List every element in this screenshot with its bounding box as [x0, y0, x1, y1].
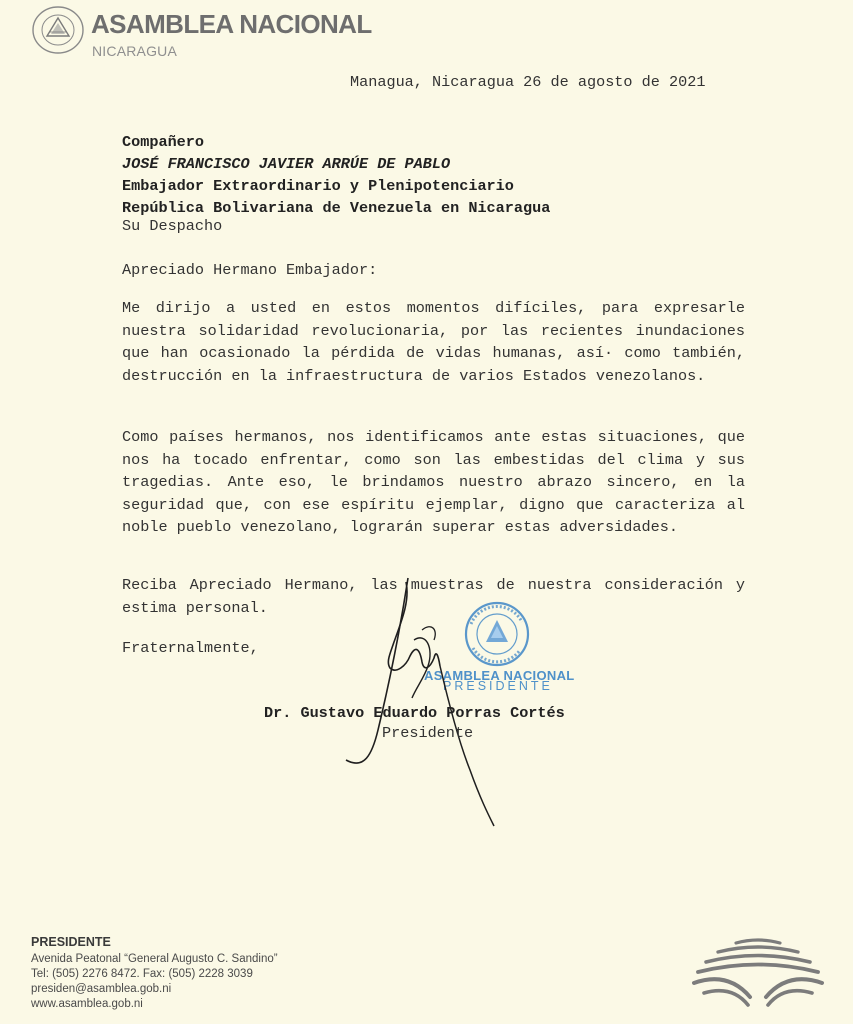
greeting: Apreciado Hermano Embajador:	[122, 261, 378, 279]
stamp-line-1: ASAMBLEA NACIONAL	[424, 668, 575, 683]
signatory-title: Presidente	[382, 724, 474, 742]
body-paragraph-1: Me dirijo a usted en estos momentos difíciles, para expresarle nuestra solidaridad revolucionaria, por las recientes inundaciones que han ocasionado la pérdida de vidas humanas, así· como también, destrucción en la infraestructura de varios Estados venezolanos.	[122, 299, 745, 385]
org-name: ASAMBLEA NACIONAL	[91, 9, 372, 39]
addressee-position: Embajador Extraordinario y Plenipotenciario	[122, 177, 514, 195]
body-paragraph-3: Reciba Apreciado Hermano, las muestras de nuestra consideración y estima personal.	[122, 576, 745, 617]
date-line: Managua, Nicaragua 26 de agosto de 2021	[350, 73, 706, 91]
handwritten-signature	[330, 570, 510, 830]
parliament-arcs-emblem	[688, 935, 828, 1010]
org-country: NICARAGUA	[92, 43, 178, 59]
footer-address: Avenida Peatonal “General Augusto C. Sandino”	[31, 953, 278, 965]
signatory-name: Dr. Gustavo Eduardo Porras Cortés	[264, 704, 565, 722]
footer-heading: PRESIDENTE	[31, 935, 111, 949]
addressee-title: Compañero	[122, 133, 205, 151]
body-paragraph-2: Como países hermanos, nos identificamos ante estas situaciones, que nos ha tocado enfrentar, como son las embestidas del clima y sus tragedias. Ante eso, le brindamos nuestro abrazo sincero, en la seguridad que, con ese espíritu ejemplar, digno que caracteriza al noble pueblo venezolano, lograrán superar estas adversidades.	[122, 428, 745, 536]
asamblea-seal-logo	[31, 5, 85, 55]
stamp-line-2: PRESIDENTE	[443, 679, 553, 693]
addressee-name: JOSÉ FRANCISCO JAVIER ARRÚE DE PABLO	[122, 155, 451, 173]
footer-website[interactable]: www.asamblea.gob.ni	[31, 998, 143, 1010]
addressee-mission: República Bolivariana de Venezuela en Nicaragua	[122, 199, 551, 217]
footer-phones: Tel: (505) 2276 8472. Fax: (505) 2228 3039	[31, 968, 253, 980]
closing: Fraternalmente,	[122, 639, 259, 657]
footer-email[interactable]: presiden@asamblea.gob.ni	[31, 983, 172, 995]
addressee-office: Su Despacho	[122, 217, 223, 235]
